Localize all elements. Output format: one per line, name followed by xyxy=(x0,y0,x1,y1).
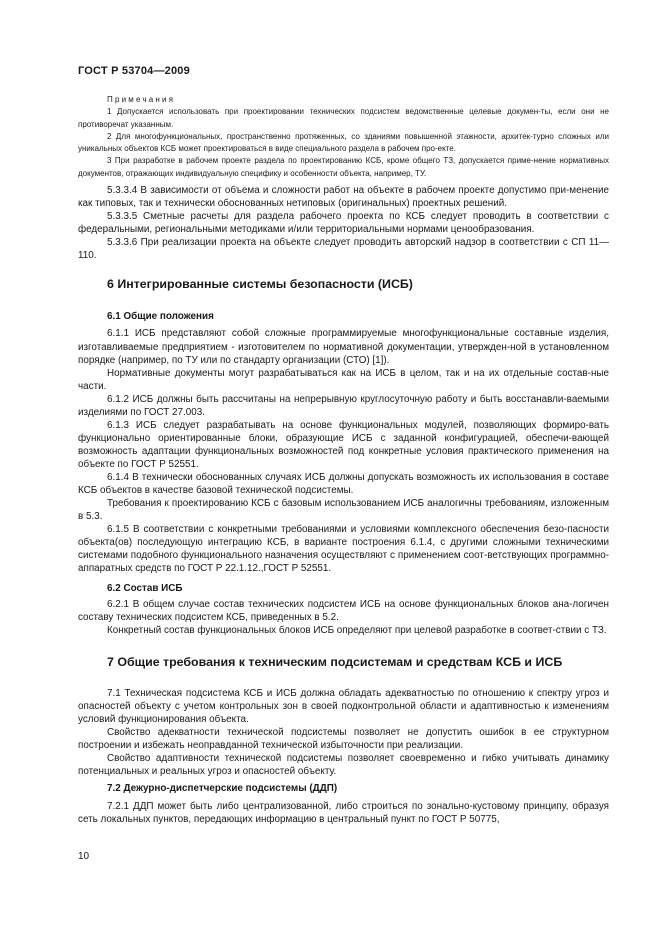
page-number: 10 xyxy=(78,851,90,862)
subsection-6-1-title: 6.1 Общие положения xyxy=(107,311,214,323)
subsection-6-2-title: 6.2 Состав ИСБ xyxy=(107,583,183,595)
section-6-title: 6 Интегрированные системы безопасности (ИСБ) xyxy=(107,277,413,292)
notes-block xyxy=(78,94,609,180)
paragraph-5-3-3-4: 5.3.3.4 В зависимости от объема и сложности работ на объекте в рабочем проекте допустимо при-менение как типовых, так и технически обоснованных нетиповых (оригинальных) проектных решений. xyxy=(78,185,609,210)
document-header: ГОСТ Р 53704—2009 xyxy=(78,65,190,77)
paragraph-5-3-3-6: 5.3.3.6 При реализации проекта на объекте следует проводить авторский надзор в соответствии с СП 11—110. xyxy=(78,237,609,262)
paragraph-6-1-2: 6.1.2 ИСБ должны быть рассчитаны на непрерывную круглосуточную работу и быть восстанавли-ваемыми изделиями по ГОСТ 27.003. xyxy=(78,393,609,418)
paragraph-7-1-b: Свойство адекватности технической подсистемы позволяет не допустить ошибок в ее структурном построении и избежать неоправданной технической избыточности при реализации. xyxy=(78,726,609,751)
paragraph-6-1-1-b: Нормативные документы могут разрабатываться как на ИСБ в целом, так и на их отдельные состав-ные части. xyxy=(78,367,609,392)
paragraph-6-1-4: 6.1.4 В технически обоснованных случаях ИСБ должны допускать возможность их использования в составе КСБ объектов в качестве базовой технической подсистемы. xyxy=(78,471,609,497)
paragraph-7-1-c: Свойство адаптивности технической подсистемы позволяет своевременно и гибко учитывать динамику потенциальных и реальных угроз и опасностей объекту. xyxy=(78,752,609,777)
paragraph-7-1: 7.1 Техническая подсистема КСБ и ИСБ должна обладать адекватностью по отношению к спектру угроз и опасностей объекту с учетом контрольных зон в своей подконтрольной области и адаптивностью к изменениям условий функционирования объекта. xyxy=(78,687,609,725)
note-1: 1 Допускается использовать при проектировании технических подсистем ведомственные целевые докумен-ты, если они не противоречат указанным. xyxy=(78,107,609,129)
paragraph-6-2-1-b: Конкретный состав функциональных блоков ИСБ определяют при целевой разработке в соответ-ствии с ТЗ. xyxy=(107,625,607,637)
page-content xyxy=(78,94,609,826)
paragraph-6-2-1: 6.2.1 В общем случае состав технических подсистем ИСБ на основе функциональных блоков ана-логичен составу технических подсистем КСБ, приведенных в 5.2. xyxy=(78,599,609,624)
note-2: 2 Для многофункциональных, пространственно протяженных, со зданиями повышенной этажности, архитек-турно сложных или уникальных объектов КСБ может проектироваться в виде специального раздела в рабочем про-екте. xyxy=(78,131,609,154)
body-text xyxy=(78,184,609,826)
paragraph-5-3-3-5: 5.3.3.5 Сметные расчеты для раздела рабочего проекта по КСБ следует проводить в соответствии с федеральными, региональными методиками и/или территориальными нормами ценообразования. xyxy=(78,211,609,236)
note-3: 3 При разработке в рабочем проекте раздела по проектированию КСБ, кроме общего ТЗ, допускается приме-нение нормативных документов, отражающих индивидуальную специфику и особенности объекта, например, ТУ. xyxy=(78,156,609,178)
section-7-title: 7 Общие требования к техническим подсистемам и средствам КСБ и ИСБ xyxy=(107,654,563,669)
subsection-7-2-title: 7.2 Дежурно-диспетчерские подсистемы (ДДП) xyxy=(107,782,338,794)
paragraph-6-1-1: 6.1.1 ИСБ представляют собой сложные программируемые многофункциональные составные изделия, изготавливаемые предприятием - изготовителем по нормативной документации, утвержден-ной в установленном порядке (например, по ТУ или по стандарту организации (СТО) [1]). xyxy=(78,328,609,366)
notes-heading: Примечания xyxy=(107,95,176,104)
paragraph-6-1-5: 6.1.5 В соответствии с конкретными требованиями и условиями комплексного обеспечения безо-пасности объекта(ов) последующую интеграцию КСБ, в варианте построения 6.1.4, с другими сложными техническими системами подобного функционального назначения осуществляют с применением соот-ветствующих программно-аппаратных средств по ГОСТ Р 22.1.12.,ГОСТ Р 52551. xyxy=(78,524,609,575)
paragraph-7-2-1: 7.2.1 ДДП может быть либо централизованной, либо строиться по зонально-кустовому принципу, образуя сеть локальных пунктов, передающих информацию в центральный пункт по ГОСТ Р 50775, xyxy=(78,800,609,825)
paragraph-6-1-4-b: Требования к проектированию КСБ с базовым использованием ИСБ аналогичны требованиям, изложенным в 5.3. xyxy=(78,498,609,523)
paragraph-6-1-3: 6.1.3 ИСБ следует разрабатывать на основе функциональных модулей, позволяющих формиро-вать функционально ориентированные блоки, образующие ИСБ с заданной конфигурацией, обеспечи-вающей возможность адаптации функциональных возможностей под конкретные условия практического применения на объекте по ГОСТ Р 52551. xyxy=(78,419,609,470)
